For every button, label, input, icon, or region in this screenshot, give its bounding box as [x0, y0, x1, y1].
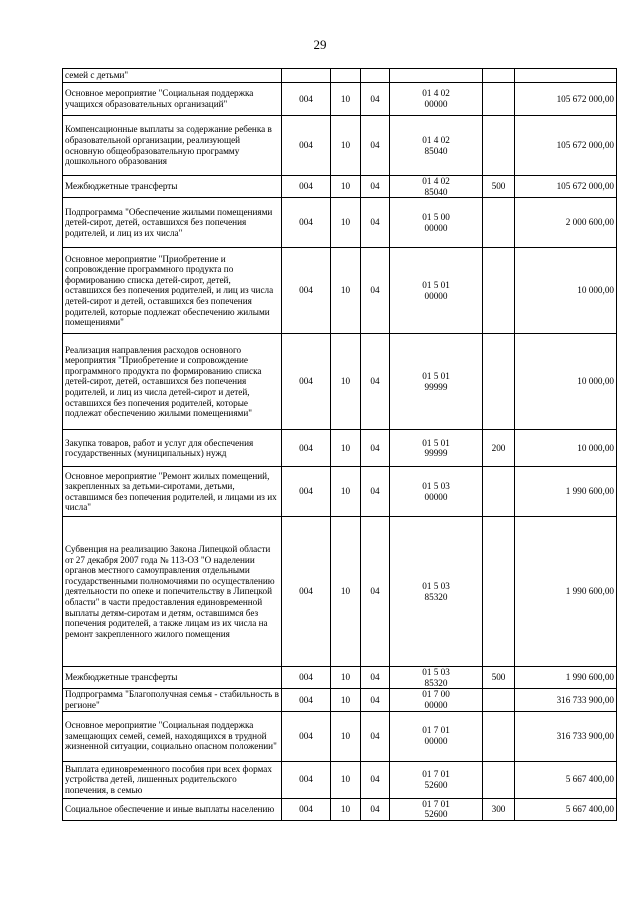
section-code-cell: 10	[331, 667, 361, 689]
table-row	[63, 69, 617, 83]
expense-type-cell: 200	[483, 430, 515, 467]
target-article-cell: 01 7 01 52600	[390, 761, 483, 798]
section-code-cell: 10	[331, 248, 361, 334]
amount-cell: 2 000 600,00	[515, 198, 617, 248]
item-name-cell: Закупка товаров, работ и услуг для обеспечения государственных (муниципальных) нужд	[63, 430, 282, 467]
table-row	[63, 116, 617, 176]
amount-cell: 105 672 000,00	[515, 116, 617, 176]
expense-type-cell	[483, 116, 515, 176]
subsection-code-cell: 04	[361, 83, 390, 116]
section-code-cell: 10	[331, 334, 361, 430]
ministry-code-cell: 004	[282, 198, 331, 248]
section-code-cell: 10	[331, 761, 361, 798]
amount-cell: 105 672 000,00	[515, 176, 617, 198]
expense-type-cell	[483, 467, 515, 517]
subsection-code-cell: 04	[361, 689, 390, 711]
table-row	[63, 711, 617, 761]
target-article-cell	[390, 69, 483, 83]
target-article-cell: 01 5 00 00000	[390, 198, 483, 248]
subsection-code-cell: 04	[361, 761, 390, 798]
page-number: 29	[313, 37, 327, 52]
section-code-cell: 10	[331, 517, 361, 667]
section-code-cell: 10	[331, 798, 361, 820]
amount-cell: 316 733 900,00	[515, 711, 617, 761]
table-row	[63, 798, 617, 820]
section-code-cell: 10	[331, 116, 361, 176]
amount-cell: 10 000,00	[515, 430, 617, 467]
ministry-code-cell	[282, 69, 331, 83]
section-code-cell	[331, 69, 361, 83]
expense-type-cell	[483, 334, 515, 430]
amount-cell: 316 733 900,00	[515, 689, 617, 711]
ministry-code-cell: 004	[282, 176, 331, 198]
target-article-cell: 01 5 03 85320	[390, 667, 483, 689]
section-code-cell: 10	[331, 176, 361, 198]
item-name-cell: Компенсационные выплаты за содержание ребенка в образовательной организации, реализующей основную общеобразовательную программу дошкольного образования	[63, 116, 282, 176]
table-row	[63, 83, 617, 116]
amount-cell: 1 990 600,00	[515, 667, 617, 689]
ministry-code-cell: 004	[282, 83, 331, 116]
amount-cell: 105 672 000,00	[515, 83, 617, 116]
section-code-cell: 10	[331, 198, 361, 248]
table-row	[63, 467, 617, 517]
ministry-code-cell: 004	[282, 116, 331, 176]
target-article-cell: 01 4 02 85040	[390, 116, 483, 176]
subsection-code-cell: 04	[361, 198, 390, 248]
expense-type-cell	[483, 517, 515, 667]
target-article-cell: 01 7 01 00000	[390, 711, 483, 761]
subsection-code-cell: 04	[361, 248, 390, 334]
section-code-cell: 10	[331, 83, 361, 116]
item-name-cell: семей с детьми"	[63, 69, 282, 83]
expense-type-cell	[483, 711, 515, 761]
table-row	[63, 667, 617, 689]
expense-type-cell: 500	[483, 176, 515, 198]
subsection-code-cell: 04	[361, 116, 390, 176]
target-article-cell: 01 7 01 52600	[390, 798, 483, 820]
item-name-cell: Выплата единовременного пособия при всех формах устройства детей, лишенных родительского попечения, в семью	[63, 761, 282, 798]
subsection-code-cell: 04	[361, 517, 390, 667]
expense-type-cell	[483, 689, 515, 711]
target-article-cell: 01 5 01 99999	[390, 334, 483, 430]
table-row	[63, 430, 617, 467]
table-row	[63, 517, 617, 667]
table-row	[63, 248, 617, 334]
expense-type-cell	[483, 761, 515, 798]
ministry-code-cell: 004	[282, 711, 331, 761]
subsection-code-cell: 04	[361, 667, 390, 689]
item-name-cell: Подпрограмма "Благополучная семья - стабильность в регионе"	[63, 689, 282, 711]
expense-type-cell: 500	[483, 667, 515, 689]
table-row	[63, 176, 617, 198]
target-article-cell: 01 7 00 00000	[390, 689, 483, 711]
item-name-cell: Основное мероприятие "Социальная поддержка учащихся образовательных организаций"	[63, 83, 282, 116]
ministry-code-cell: 004	[282, 467, 331, 517]
expense-type-cell: 300	[483, 798, 515, 820]
item-name-cell: Подпрограмма "Обеспечение жилыми помещениями детей-сирот, детей, оставшихся без попечения родителей, и лиц из их числа"	[63, 198, 282, 248]
subsection-code-cell: 04	[361, 176, 390, 198]
item-name-cell: Межбюджетные трансферты	[63, 176, 282, 198]
expense-type-cell	[483, 198, 515, 248]
amount-cell: 5 667 400,00	[515, 798, 617, 820]
ministry-code-cell: 004	[282, 667, 331, 689]
table-row	[63, 761, 617, 798]
amount-cell: 10 000,00	[515, 248, 617, 334]
expense-type-cell	[483, 248, 515, 334]
ministry-code-cell: 004	[282, 761, 331, 798]
section-code-cell: 10	[331, 467, 361, 517]
subsection-code-cell	[361, 69, 390, 83]
table-row	[63, 689, 617, 711]
amount-cell: 5 667 400,00	[515, 761, 617, 798]
ministry-code-cell: 004	[282, 430, 331, 467]
ministry-code-cell: 004	[282, 248, 331, 334]
subsection-code-cell: 04	[361, 467, 390, 517]
item-name-cell: Межбюджетные трансферты	[63, 667, 282, 689]
amount-cell: 1 990 600,00	[515, 517, 617, 667]
amount-cell	[515, 69, 617, 83]
target-article-cell: 01 4 02 00000	[390, 83, 483, 116]
target-article-cell: 01 4 02 85040	[390, 176, 483, 198]
item-name-cell: Реализация направления расходов основного мероприятия "Приобретение и сопровождение программного продукта по формированию списка детей-сирот, детей, оставшихся без попечения родителей, и лиц из числа детей-сирот и детей, оставшихся без попечения родителей, которые подлежат обеспечению жилыми помещениями"	[63, 334, 282, 430]
section-code-cell: 10	[331, 689, 361, 711]
ministry-code-cell: 004	[282, 689, 331, 711]
item-name-cell: Основное мероприятие "Ремонт жилых помещений, закрепленных за детьми-сиротами, детьми, оставшимся без попечения родителей, и лицами из их числа"	[63, 467, 282, 517]
target-article-cell: 01 5 03 85320	[390, 517, 483, 667]
target-article-cell: 01 5 03 00000	[390, 467, 483, 517]
table-row	[63, 198, 617, 248]
table-row	[63, 334, 617, 430]
subsection-code-cell: 04	[361, 334, 390, 430]
expense-type-cell	[483, 83, 515, 116]
section-code-cell: 10	[331, 711, 361, 761]
ministry-code-cell: 004	[282, 517, 331, 667]
subsection-code-cell: 04	[361, 798, 390, 820]
amount-cell: 10 000,00	[515, 334, 617, 430]
amount-cell: 1 990 600,00	[515, 467, 617, 517]
subsection-code-cell: 04	[361, 711, 390, 761]
item-name-cell: Социальное обеспечение и иные выплаты населению	[63, 798, 282, 820]
subsection-code-cell: 04	[361, 430, 390, 467]
budget-table	[62, 68, 617, 821]
item-name-cell: Основное мероприятие "Социальная поддержка замещающих семей, семей, находящихся в трудной жизненной ситуации, социально опасном положении"	[63, 711, 282, 761]
section-code-cell: 10	[331, 430, 361, 467]
ministry-code-cell: 004	[282, 798, 331, 820]
target-article-cell: 01 5 01 99999	[390, 430, 483, 467]
ministry-code-cell: 004	[282, 334, 331, 430]
item-name-cell: Основное мероприятие "Приобретение и сопровождение программного продукта по формированию списка детей-сирот, детей, оставшихся без попечения родителей, и лиц из числа детей-сирот и детей, оставшихся без попечения родителей, которые подлежат обеспечению жилыми помещениями"	[63, 248, 282, 334]
item-name-cell: Субвенция на реализацию Закона Липецкой области от 27 декабря 2007 года № 113-ОЗ "О наделении органов местного самоуправления отдельными государственными полномочиями по осуществлению деятельности по опеке и попечительству в Липецкой области" в части предоставления единовременной выплаты детям-сиротам и детям, оставшимся без попечения родителей, а также лицам из их числа на ремонт закрепленного жилого помещения	[63, 517, 282, 667]
expense-type-cell	[483, 69, 515, 83]
target-article-cell: 01 5 01 00000	[390, 248, 483, 334]
